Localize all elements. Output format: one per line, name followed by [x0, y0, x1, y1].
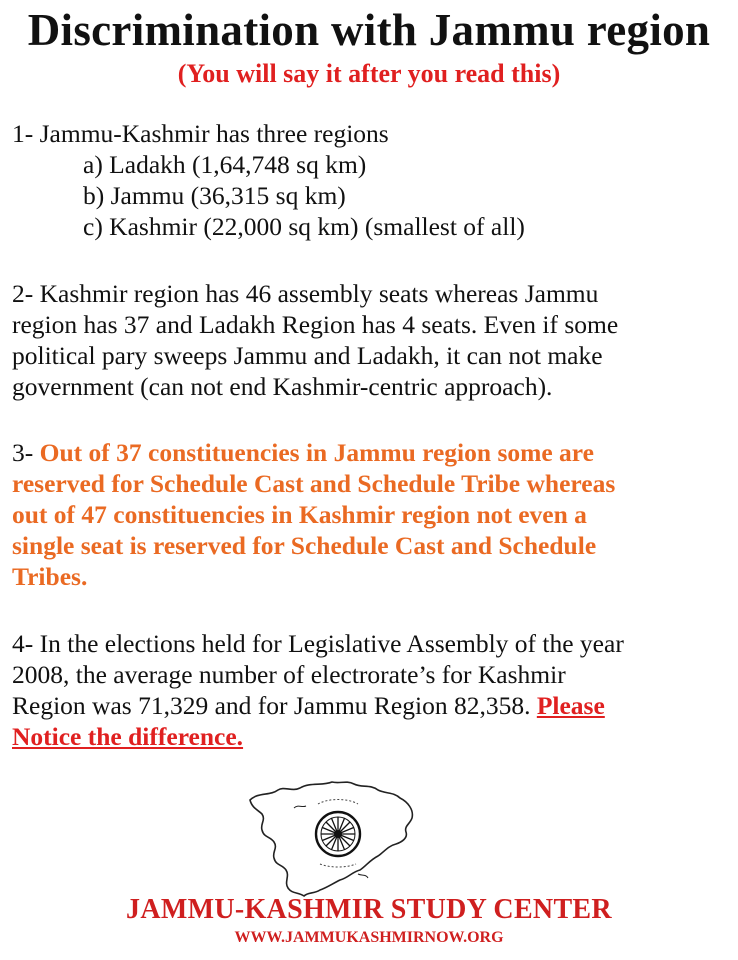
point-4-line: 4- In the elections held for Legislative Assembly of the year: [12, 629, 624, 658]
point-3-line: reserved for Schedule Cast and Schedule Tribe whereas: [12, 469, 616, 498]
jammu-kashmir-map-icon: [236, 778, 418, 898]
website-url: WWW.JAMMUKASHMIRNOW.ORG: [234, 929, 504, 946]
point-2-line: region has 37 and Ladakh Region has 4 seats. Even if some: [12, 310, 619, 339]
notice-difference-link-continued: Notice the difference.: [12, 722, 244, 751]
notice-difference-link: Please: [536, 691, 605, 720]
point-4-line: [12, 721, 730, 752]
point-4-line: 2008, the average number of electrorate’s for Kashmir: [12, 660, 566, 689]
point-2: [12, 278, 730, 402]
region-item-ladakh: a) Ladakh (1,64,748 sq km): [83, 150, 367, 179]
organization-name: JAMMU-KASHMIR STUDY CENTER: [126, 894, 612, 925]
point-2-line: political pary sweeps Jammu and Ladakh, it can not make: [12, 341, 603, 370]
point-4: [12, 628, 730, 752]
point-3-number: 3-: [12, 438, 40, 467]
point-3-line: out of 47 constituencies in Kashmir region not even a: [12, 500, 587, 529]
point-1-intro: 1- Jammu-Kashmir has three regions: [12, 119, 389, 148]
point-1: [12, 118, 730, 242]
region-item-kashmir: c) Kashmir (22,000 sq km) (smallest of all): [83, 212, 525, 241]
point-3-line: Tribes.: [12, 562, 88, 591]
page-subtitle: (You will say it after you read this): [177, 59, 561, 88]
point-2-line: government (can not end Kashmir-centric approach).: [12, 372, 553, 401]
point-4-line: [12, 690, 730, 721]
point-3-line: single seat is reserved for Schedule Cast and Schedule: [12, 531, 597, 560]
page-title: Discrimination with Jammu region: [27, 5, 711, 55]
point-3-first-line: [12, 437, 730, 468]
point-2-line: 2- Kashmir region has 46 assembly seats whereas Jammu: [12, 279, 599, 308]
point-4-text: Region was 71,329 and for Jammu Region 82,358.: [12, 691, 537, 720]
point-3: [12, 437, 730, 592]
region-item-jammu: b) Jammu (36,315 sq km): [83, 181, 346, 210]
point-3-highlight: Out of 37 constituencies in Jammu region some are: [39, 438, 594, 467]
